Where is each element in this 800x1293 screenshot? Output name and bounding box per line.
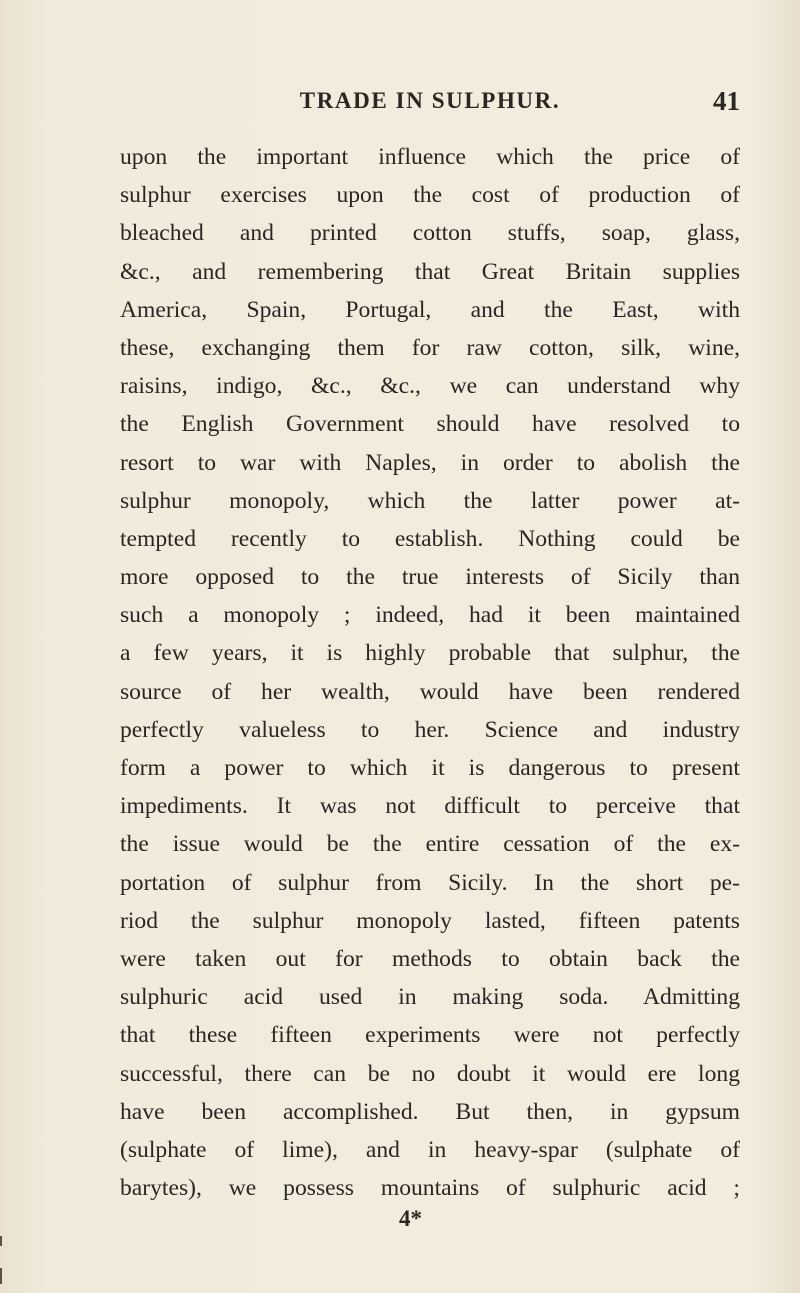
text-line: that these fifteen experiments were not perfectly (120, 1022, 740, 1049)
text-line: upon the important influence which the price of (120, 144, 740, 170)
text-line: these, exchanging them for raw cotton, silk, wine, (120, 334, 740, 361)
signature-mark: 4* (399, 1206, 422, 1231)
text-line: sulphuric acid used in making soda. Admitting (120, 984, 740, 1011)
text-line: raisins, indigo, &c., &c., we can understand why (120, 373, 740, 400)
running-title: TRADE IN SULPHUR. (299, 88, 561, 113)
text-line: riod the sulphur monopoly lasted, fifteen patents (120, 907, 740, 934)
running-head (120, 84, 740, 120)
text-line: America, Spain, Portugal, and the East, with (120, 296, 740, 323)
text-line: &c., and remembering that Great Britain supplies (120, 258, 740, 285)
text-line: a few years, it is highly probable that sulphur, the (120, 640, 740, 667)
body-text (120, 138, 740, 1207)
text-line: perfectly valueless to her. Science and industry (120, 716, 740, 743)
text-line: sulphur exercises upon the cost of production of (120, 182, 740, 209)
text-line: form a power to which it is dangerous to present (120, 755, 740, 781)
text-line: barytes), we possess mountains of sulphuric acid ; (120, 1175, 740, 1202)
text-line: the English Government should have resolved to (120, 411, 740, 438)
text-line: have been accomplished. But then, in gypsum (120, 1098, 740, 1125)
text-line: source of her wealth, would have been rendered (120, 678, 740, 705)
text-line: resort to war with Naples, in order to abolish the (120, 449, 740, 476)
text-line: bleached and printed cotton stuffs, soap, glass, (120, 220, 740, 247)
text-line: impediments. It was not difficult to perceive that (120, 793, 740, 820)
text-line: more opposed to the true interests of Sicily than (120, 564, 740, 591)
text-line: tempted recently to establish. Nothing could be (120, 525, 740, 552)
text-line: (sulphate of lime), and in heavy-spar (sulphate of (120, 1136, 740, 1163)
text-line: portation of sulphur from Sicily. In the short pe- (120, 869, 740, 896)
text-line: successful, there can be no doubt it would ere long (120, 1060, 740, 1087)
text-line: such a monopoly ; indeed, had it been maintained (120, 602, 740, 629)
text-line: were taken out for methods to obtain back the (120, 945, 740, 972)
page-edge-mark (0, 1268, 2, 1284)
page-number: 41 (713, 86, 740, 116)
text-line: sulphur monopoly, which the latter power at- (120, 487, 740, 514)
page-edge-mark (0, 1236, 2, 1246)
text-line: the issue would be the entire cessation of the ex- (120, 831, 740, 858)
